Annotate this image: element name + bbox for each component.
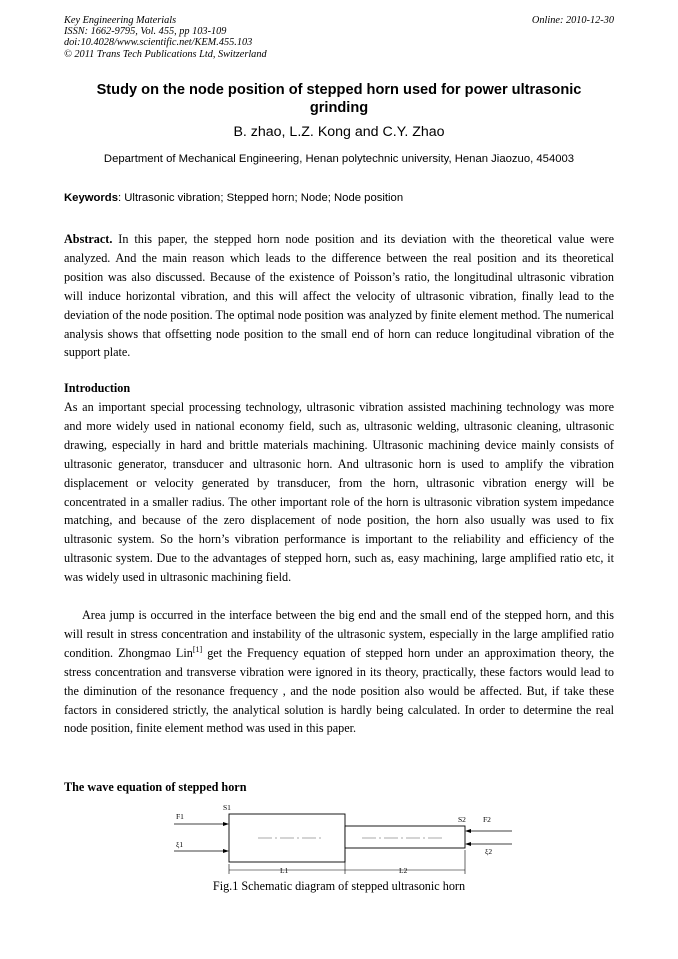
intro-paragraph-2 <box>64 606 614 738</box>
label-xi2: ξ2 <box>485 847 493 856</box>
intro-heading: Introduction <box>64 381 131 395</box>
keywords-label: Keywords <box>64 192 118 204</box>
online-date: Online: 2010-12-30 <box>531 15 614 26</box>
xi2-arrowhead <box>465 842 471 846</box>
label-xi1: ξ1 <box>176 840 184 849</box>
figure-caption: Fig.1 Schematic diagram of stepped ultrasonic horn <box>212 879 466 893</box>
title-line-1: Study on the node position of stepped horn used for power ultrasonic <box>96 82 582 98</box>
journal-header <box>64 15 267 60</box>
label-s1: S1 <box>223 803 231 812</box>
xi1-arrowhead <box>223 849 229 853</box>
intro-p2-text-a: Area jump is occurred in the interface between the big end and the small end of the stepped horn, and this will result in stress concentration and instability of the ultrasonic system, especially in the large amplified ratio condition. Zhongmao Lin <box>64 608 614 660</box>
affiliation: Department of Mechanical Engineering, Henan polytechnic university, Henan Jiaozuo, 454003 <box>103 153 575 165</box>
issn: ISSN: 1662-9795, Vol. 455, pp 103-109 <box>64 26 227 38</box>
abstract-label: Abstract. <box>64 232 113 246</box>
citation-ref: [1] <box>192 644 203 654</box>
paper-title <box>64 81 614 117</box>
f1-arrowhead <box>223 822 229 826</box>
abstract <box>64 230 614 362</box>
intro-paragraph-1: As an important special processing technology, ultrasonic vibration assisted machining technology was more and more widely used in national economy field, such as, ultrasonic welding, ultrasonic cleaning, ultrasonic drawing, especially in hard and brittle materials machining. Ultrasonic machining device mainly consists of ultrasonic generator, transducer and ultrasonic horn. And ultrasonic horn is used to amplify the vibration displacement or velocity generated by transducer, from the horn, ultrasonic vibration energy will be concentrated in a smaller radius. The other important role of the horn is ultrasonic vibration system impedance matching, and because of the zero displacement of node position, the horn also usually was used to fix ultrasonic system. So the horn’s vibration performance is important to the reliability and efficiency of the ultrasonic system. Due to the advantages of stepped horn, such as, easy machining, large amplified ratio etc, it was widely used in ultrasonic machining field. <box>64 400 614 585</box>
horn-small-end <box>345 826 465 848</box>
label-f1: F1 <box>176 812 184 821</box>
doi: doi:10.4028/www.scientific.net/KEM.455.103 <box>64 37 253 49</box>
stepped-horn-diagram <box>172 800 512 880</box>
intro-p2-text-b: get the Frequency equation of stepped horn under an approximation theory, the stress concentration and transverse vibration were ignored in its theory, practically, these factors would lead to the diminution of the resonance frequency , and the node position also would be affected. But, if take these factors in considered strictly, the analytical solution is hardly being calculated. In order to determine the real node position, finite element method was used in this paper. <box>64 645 614 736</box>
label-l1: L1 <box>280 866 289 875</box>
label-s2: S2 <box>458 815 466 824</box>
f2-arrowhead <box>465 829 471 833</box>
abstract-text: In this paper, the stepped horn node position and its deviation with the theoretical value were analyzed. And the main reason which leads to the difference between the real position and its theoretical position was also discussed. Because of the existence of Poisson’s ratio, the longitudinal ultrasonic vibration will induce horizontal vibration, and this will affect the velocity of ultrasonic vibration, finally lead to the deviation of the node position. The optimal node position was analyzed by finite element method. The numerical analysis shows that offsetting node position to the small end of horn can reduce longitudinal vibration of the support plate. <box>64 232 614 360</box>
label-f2: F2 <box>483 815 491 824</box>
journal-name: Key Engineering Materials <box>64 15 177 26</box>
authors: B. zhao, L.Z. Kong and C.Y. Zhao <box>233 124 445 140</box>
copyright: © 2011 Trans Tech Publications Ltd, Switzerland <box>64 48 267 60</box>
title-line-2: grinding <box>309 100 369 116</box>
label-l2: L2 <box>399 866 408 875</box>
wave-equation-heading: The wave equation of stepped horn <box>64 780 247 794</box>
keywords-text: : Ultrasonic vibration; Stepped horn; Node; Node position <box>118 192 404 204</box>
keywords <box>64 191 614 205</box>
